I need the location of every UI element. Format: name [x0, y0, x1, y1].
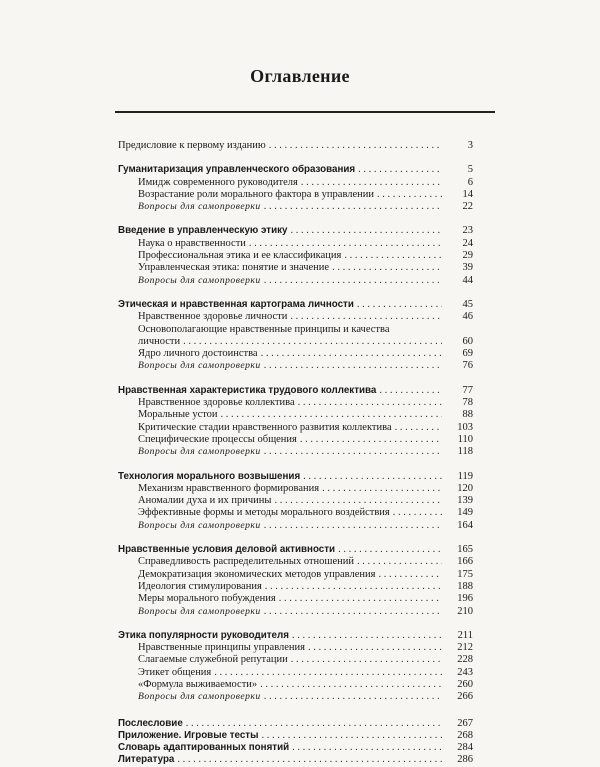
toc-subsection-text: Механизм нравственного формирования [138, 482, 320, 494]
toc-subsection [118, 593, 473, 605]
toc-subsection-text: Наука о нравственности [138, 237, 246, 249]
dot-leader [177, 754, 442, 766]
dot-leader [298, 397, 442, 409]
toc-subsection [118, 336, 473, 348]
dot-leader [393, 507, 442, 519]
page-number: 39 [462, 262, 473, 274]
page-number: 120 [457, 482, 473, 494]
page-number: 228 [457, 654, 473, 666]
toc-backmatter-entry [118, 718, 473, 730]
toc-subsection-text: Нравственное здоровье личности [138, 311, 288, 323]
toc-review-questions [118, 691, 473, 703]
toc-review-questions-text: Вопросы для самопроверки [138, 360, 261, 372]
dot-leader [264, 360, 442, 372]
toc-subsection-text: Моральные устои [138, 409, 218, 421]
toc-subsection-text: Слагаемые служебной репутации [138, 654, 288, 666]
toc-subsection [118, 422, 473, 434]
toc-subsection [118, 654, 473, 666]
page-number: 24 [462, 237, 473, 249]
toc-subsection [118, 679, 473, 691]
dot-leader [357, 299, 442, 311]
page-number: 44 [462, 274, 473, 286]
toc-subsection-text: Управленческая этика: понятие и значение [138, 262, 330, 274]
dot-leader [265, 581, 442, 593]
toc-chapter-title [118, 299, 473, 311]
page-number: 60 [462, 335, 473, 347]
toc-entry-preface-text: Предисловие к первому изданию [118, 140, 266, 151]
chapter-section [118, 225, 473, 286]
dot-leader [269, 140, 442, 152]
toc-subsection [118, 177, 473, 189]
toc-subsection [118, 495, 473, 507]
toc-backmatter-entry-text: Словарь адаптированных понятий [118, 742, 290, 754]
dot-leader [264, 520, 442, 532]
page-number: 119 [457, 470, 473, 482]
toc-subsection-text: Имидж современного руководителя [138, 176, 298, 188]
toc-subsection [118, 262, 473, 274]
page-number: 268 [457, 729, 473, 741]
dot-leader [290, 225, 442, 237]
dot-leader [379, 385, 442, 397]
dot-leader [290, 311, 442, 323]
toc-backmatter-entry-text: Послесловие [118, 717, 183, 729]
preface-section [118, 140, 473, 152]
dot-leader [292, 630, 442, 642]
page-number: 110 [457, 433, 473, 445]
toc-chapter-title-text: Этическая и нравственная картограма личности [118, 298, 354, 310]
page-number: 166 [457, 556, 473, 568]
dot-leader [186, 718, 442, 730]
page-number: 3 [467, 140, 473, 151]
toc-subsection-text: «Формула выживаемости» [138, 678, 258, 690]
page-number: 211 [457, 629, 473, 641]
toc-chapter-title [118, 385, 473, 397]
dot-leader [378, 569, 442, 581]
dot-leader [260, 679, 442, 691]
toc-review-questions-text: Вопросы для самопроверки [138, 691, 261, 703]
dot-leader [308, 642, 442, 654]
chapter-section [118, 544, 473, 618]
toc-review-questions [118, 446, 473, 458]
title-rule [115, 111, 495, 113]
dot-leader [274, 495, 442, 507]
chapter-section [118, 164, 473, 213]
toc-chapter-title [118, 225, 473, 237]
toc-subsection [118, 348, 473, 360]
toc-chapter-title-text: Введение в управленческую этику [118, 225, 288, 237]
page-number: 260 [457, 678, 473, 690]
dot-leader [344, 250, 442, 262]
toc-subsection-text: Ядро личного достоинства [138, 348, 258, 360]
toc-backmatter-entry [118, 742, 473, 754]
toc-review-questions [118, 275, 473, 287]
page-number: 45 [462, 298, 473, 310]
page-number: 286 [457, 754, 473, 766]
toc-chapter-title [118, 544, 473, 556]
toc-subsection [118, 238, 473, 250]
toc-review-questions-text: Вопросы для самопроверки [138, 519, 261, 531]
page-number: 284 [457, 742, 473, 754]
chapter-section [118, 630, 473, 704]
toc-subsection-text: Критические стадии нравственного развития коллектива [138, 421, 392, 433]
page-number: 165 [457, 544, 473, 556]
dot-leader [221, 409, 442, 421]
page-number: 69 [462, 348, 473, 360]
page-title: Оглавление [250, 66, 350, 86]
toc-subsection-text: Основополагающие нравственные принципы и качества [138, 323, 390, 335]
chapter-section [118, 471, 473, 532]
toc-subsection [118, 507, 473, 519]
page-number: 23 [462, 225, 473, 237]
toc-entry-preface [118, 140, 473, 152]
page-number: 267 [457, 717, 473, 729]
toc-chapter-title [118, 164, 473, 176]
chapter-section [118, 385, 473, 459]
page-number: 196 [457, 593, 473, 605]
toc-subsection [118, 434, 473, 446]
toc-subsection [118, 556, 473, 568]
toc-subsection [118, 581, 473, 593]
toc-review-questions-text: Вопросы для самопроверки [138, 446, 261, 458]
toc-chapter-title-text: Технология морального возвышения [118, 470, 301, 482]
toc-backmatter-entry-text: Литература [118, 754, 175, 766]
chapter-section [118, 299, 473, 373]
dot-leader [183, 336, 442, 348]
dot-leader [261, 730, 442, 742]
toc-chapter-title [118, 471, 473, 483]
table-of-contents [118, 140, 473, 767]
dot-leader [264, 275, 442, 287]
page-number: 103 [457, 421, 473, 433]
toc-subsection-text: Идеология стимулирования [138, 580, 262, 592]
dot-leader [301, 177, 442, 189]
page-number: 5 [467, 164, 473, 176]
dot-leader [249, 238, 442, 250]
page-number: 77 [462, 384, 473, 396]
toc-backmatter-entry [118, 754, 473, 766]
toc-subsection [118, 667, 473, 679]
page-number: 78 [462, 397, 473, 409]
page-number: 188 [457, 580, 473, 592]
dot-leader [395, 422, 442, 434]
page-number: 22 [462, 201, 473, 213]
toc-review-questions [118, 360, 473, 372]
page-number: 88 [462, 409, 473, 421]
dot-leader [279, 593, 442, 605]
backmatter-section [118, 718, 473, 767]
dot-leader [261, 348, 442, 360]
toc-review-questions [118, 201, 473, 213]
toc-chapter-title-text: Нравственные условия деловой активности [118, 544, 336, 556]
dot-leader [264, 446, 442, 458]
dot-leader [332, 262, 442, 274]
dot-leader [322, 483, 442, 495]
page-number: 14 [462, 188, 473, 200]
toc-subsection [118, 311, 473, 323]
toc-subsection [118, 409, 473, 421]
dot-leader [338, 544, 442, 556]
page-number: 139 [457, 495, 473, 507]
toc-subsection-text: Аномалии духа и их причины [138, 495, 272, 507]
dot-leader [264, 201, 442, 213]
toc-chapter-title [118, 630, 473, 642]
toc-subsection-text: Специфические процессы общения [138, 433, 297, 445]
page-number: 243 [457, 666, 473, 678]
toc-review-questions-text: Вопросы для самопроверки [138, 201, 261, 213]
toc-review-questions [118, 520, 473, 532]
toc-subsection-text: Демократизация экономических методов управления [138, 568, 376, 580]
toc-subsection-text: Профессиональная этика и ее классификация [138, 250, 342, 262]
toc-subsection-text: Нравственные принципы управления [138, 642, 305, 654]
dot-leader [357, 556, 442, 568]
toc-subsection [118, 324, 473, 336]
toc-subsection-text: Нравственное здоровье коллектива [138, 397, 295, 409]
toc-subsection [118, 569, 473, 581]
toc-subsection [118, 483, 473, 495]
toc-review-questions-text: Вопросы для самопроверки [138, 274, 261, 286]
page-number: 210 [457, 605, 473, 617]
dot-leader [303, 471, 442, 483]
toc-review-questions-text: Вопросы для самопроверки [138, 605, 261, 617]
page-number: 76 [462, 360, 473, 372]
toc-subsection-text: Эффективные формы и методы морального воздействия [138, 507, 390, 519]
dot-leader [291, 654, 442, 666]
page-number: 212 [457, 642, 473, 654]
toc-subsection-text: Возрастание роли морального фактора в управлении [138, 188, 375, 200]
page-number: 6 [467, 176, 473, 188]
page-number: 266 [457, 691, 473, 703]
toc-backmatter-entry-text: Приложение. Игровые тесты [118, 729, 259, 741]
toc-chapter-title-text: Гуманитаризация управленческого образования [118, 164, 356, 176]
page-number: 46 [462, 311, 473, 323]
dot-leader [264, 606, 442, 618]
toc-chapter-title-text: Этика популярности руководителя [118, 629, 289, 641]
dot-leader [264, 691, 442, 703]
toc-review-questions [118, 606, 473, 618]
toc-subsection-text: Этикет общения [138, 666, 212, 678]
toc-chapter-title-text: Нравственная характеристика трудового коллектива [118, 384, 377, 396]
dot-leader [358, 164, 442, 176]
dot-leader [377, 189, 442, 201]
dot-leader [300, 434, 442, 446]
toc-backmatter-entry [118, 730, 473, 742]
toc-subsection-text: Меры морального побуждения [138, 593, 276, 605]
page-number: 149 [457, 507, 473, 519]
page-number: 118 [457, 446, 473, 458]
toc-subsection [118, 250, 473, 262]
toc-subsection [118, 397, 473, 409]
page-number: 175 [457, 568, 473, 580]
page-number: 164 [457, 519, 473, 531]
page-number: 29 [462, 250, 473, 262]
toc-subsection [118, 642, 473, 654]
toc-subsection-text: личности [138, 335, 181, 347]
dot-leader [214, 667, 442, 679]
dot-leader [292, 742, 442, 754]
toc-subsection-text: Справедливость распределительных отношений [138, 556, 355, 568]
toc-subsection [118, 189, 473, 201]
